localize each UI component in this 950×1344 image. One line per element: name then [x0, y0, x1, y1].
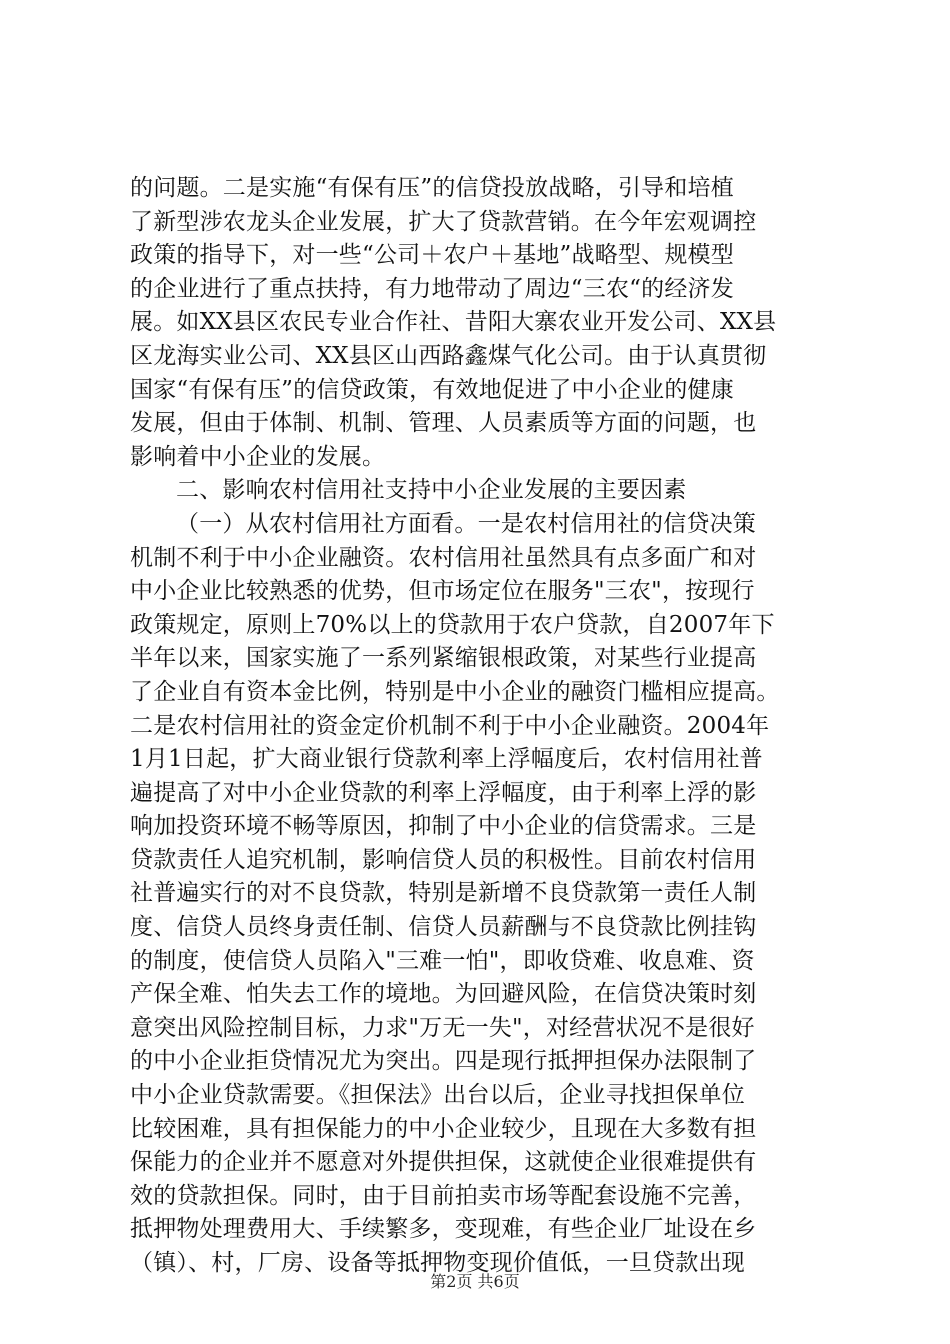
text-line: 国家“有保有压”的信贷政策，有效地促进了中小企业的健康: [130, 376, 734, 403]
text-line: 的企业进行了重点扶持，有力地带动了周边“三农“的经济发: [130, 275, 734, 302]
text-line: 政策的指导下，对一些“公司＋农户＋基地”战略型、规模型: [130, 242, 734, 269]
text-line: 保能力的企业并不愿意对外提供担保，这就使企业很难提供有: [130, 1149, 757, 1176]
text-line: 响加投资环境不畅等原因，抑制了中小企业的信贷需求。三是: [130, 813, 757, 840]
text-line: 发展，但由于体制、机制、管理、人员素质等方面的问题，也: [130, 410, 757, 437]
text-line: 中小企业比较熟悉的优势，但市场定位在服务"三农"，按现行: [130, 578, 755, 605]
text-line: 遍提高了对中小企业贷款的利率上浮幅度，由于利率上浮的影: [130, 779, 757, 806]
subsection-heading: （一）从农村信用社方面看。一是农村信用社的信贷决策: [176, 510, 756, 537]
text-line: 二是农村信用社的资金定价机制不利于中小企业融资。2004年: [130, 712, 770, 739]
text-line: 了企业自有资本金比例，特别是中小企业的融资门槛相应提高。: [130, 678, 780, 705]
text-line: 区龙海实业公司、XX县区山西路鑫煤气化公司。由于认真贯彻: [130, 342, 767, 369]
text-line: 产保全难、怕失去工作的境地。为回避风险，在信贷决策时刻: [130, 981, 757, 1008]
text-line: 的制度，使信贷人员陷入"三难一怕"，即收贷难、收息难、资: [130, 947, 755, 974]
text-line: 贷款责任人追究机制，影响信贷人员的积极性。目前农村信用: [130, 846, 757, 873]
text-line: （镇）、村，厂房、设备等抵押物变现价值低，一旦贷款出现: [130, 1250, 745, 1276]
text-line: 机制不利于中小企业融资。农村信用社虽然具有点多面广和对: [130, 544, 757, 571]
text-line: 意突出风险控制目标，力求"万无一失"，对经营状况不是很好: [130, 1014, 755, 1041]
text-line: 展。如XX县区农民专业合作社、昔阳大寨农业开发公司、XX县: [130, 309, 777, 336]
text-line: 1月1日起，扩大商业银行贷款利率上浮幅度后，农村信用社普: [130, 746, 763, 773]
text-line: 半年以来，国家实施了一系列紧缩银根政策，对某些行业提高: [130, 645, 757, 672]
text-line: 的中小企业拒贷情况尤为突出。四是现行抵押担保办法限制了: [130, 1048, 757, 1075]
text-line: 抵押物处理费用大、手续繁多，变现难，有些企业厂址设在乡: [130, 1216, 757, 1243]
text-line: 中小企业贷款需要。《担保法》出台以后，企业寻找担保单位: [130, 1082, 745, 1109]
text-line: 影响着中小企业的发展。: [130, 443, 386, 470]
text-line: 效的贷款担保。同时，由于目前拍卖市场等配套设施不完善，: [130, 1182, 757, 1209]
page-number-footer: 第2页 共6页: [430, 1272, 520, 1291]
text-line: 的问题。二是实施“有保有压”的信贷投放战略，引导和培植: [130, 175, 734, 201]
text-line: 比较困难，具有担保能力的中小企业较少，且现在大多数有担: [130, 1115, 757, 1142]
document-body: [130, 172, 830, 1281]
text-line: 度、信贷人员终身责任制、信贷人员薪酬与不良贷款比例挂钩: [130, 914, 757, 941]
text-line: 政策规定，原则上70%以上的贷款用于农户贷款，自2007年下: [130, 611, 775, 638]
text-line: 了新型涉农龙头企业发展，扩大了贷款营销。在今年宏观调控: [130, 208, 757, 235]
section-heading: 二、影响农村信用社支持中小企业发展的主要因素: [176, 477, 687, 504]
text-line: 社普遍实行的对不良贷款，特别是新增不良贷款第一责任人制: [130, 880, 757, 907]
